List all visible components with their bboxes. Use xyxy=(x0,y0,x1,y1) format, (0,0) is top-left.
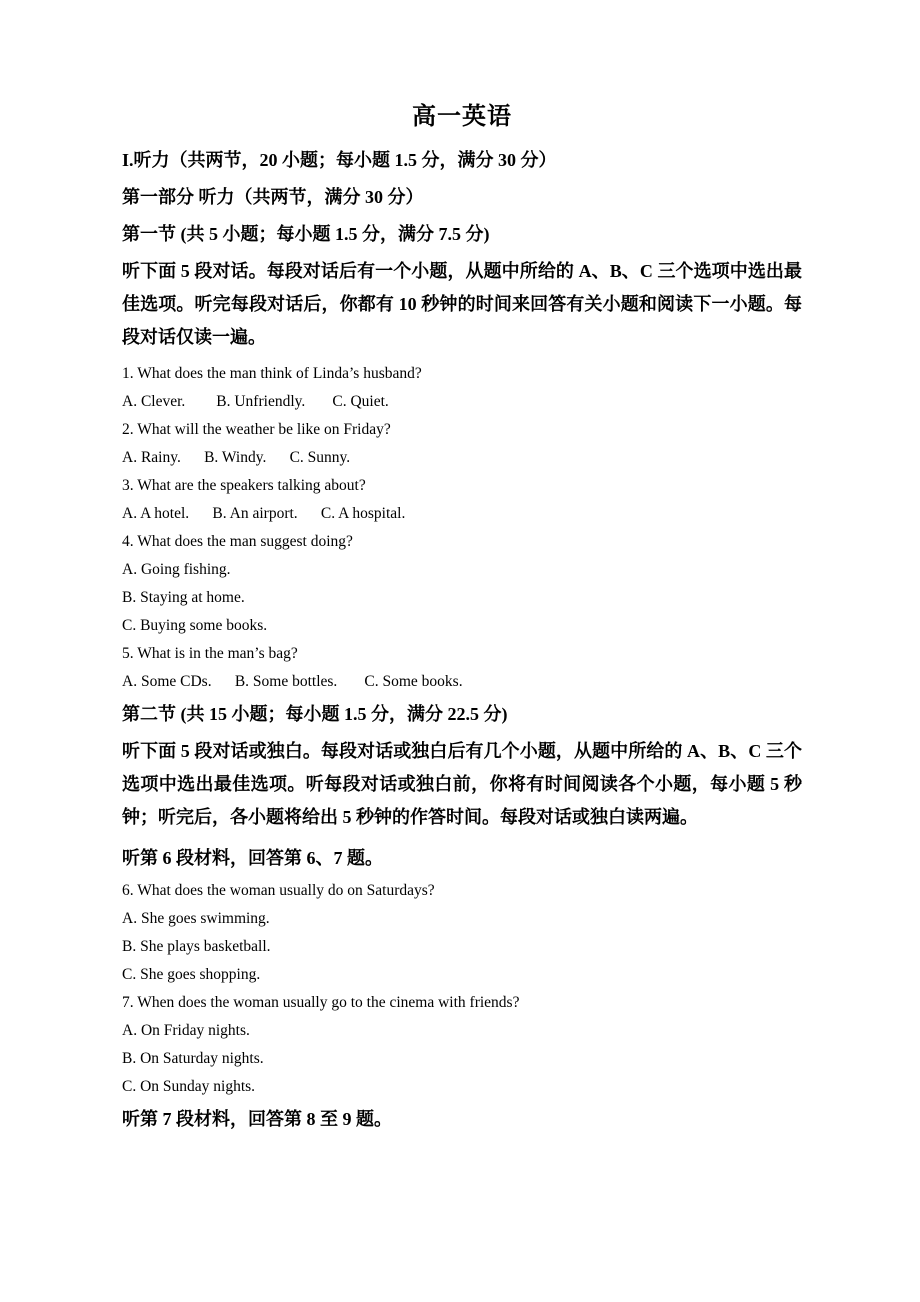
question-1-text: 1. What does the man think of Linda’s husband? xyxy=(122,365,422,382)
question-3-options: A. A hotel. B. An airport. C. A hospital. xyxy=(122,505,406,522)
question-6-text: 6. What does the woman usually do on Saturdays? xyxy=(122,882,435,899)
question-4-option-b: B. Staying at home. xyxy=(122,589,245,606)
question-6-option-a: A. She goes swimming. xyxy=(122,910,270,927)
question-4-text: 4. What does the man suggest doing? xyxy=(122,533,353,550)
heading-section2: 第二节 (共 15 小题；每小题 1.5 分，满分 22.5 分) xyxy=(122,704,508,724)
question-6-option-c: C. She goes shopping. xyxy=(122,966,261,983)
heading-material-6: 听第 6 段材料，回答第 6、7 题。 xyxy=(122,848,383,868)
heading-listening-overview: I.听力（共两节，20 小题；每小题 1.5 分，满分 30 分） xyxy=(122,150,557,170)
question-1-options: A. Clever. B. Unfriendly. C. Quiet. xyxy=(122,393,389,410)
heading-section1: 第一节 (共 5 小题；每小题 1.5 分，满分 7.5 分) xyxy=(122,224,490,244)
question-5-text: 5. What is in the man’s bag? xyxy=(122,645,298,662)
heading-material-7: 听第 7 段材料，回答第 8 至 9 题。 xyxy=(122,1109,392,1129)
page-title: 高一英语 xyxy=(412,104,512,130)
question-6-option-b: B. She plays basketball. xyxy=(122,938,271,955)
question-4-option-a: A. Going fishing. xyxy=(122,561,231,578)
question-2-text: 2. What will the weather be like on Friday? xyxy=(122,421,391,438)
question-5-options: A. Some CDs. B. Some bottles. C. Some books. xyxy=(122,673,463,690)
heading-part1: 第一部分 听力（共两节，满分 30 分） xyxy=(122,187,424,207)
question-2-options: A. Rainy. B. Windy. C. Sunny. xyxy=(122,449,351,466)
question-7-text: 7. When does the woman usually go to the cinema with friends? xyxy=(122,994,520,1011)
question-7-option-b: B. On Saturday nights. xyxy=(122,1050,264,1067)
question-7-option-c: C. On Sunday nights. xyxy=(122,1078,256,1095)
section2-instructions: 听下面 5 段对话或独白。每段对话或独白后有几个小题，从题中所给的 A、B、C 三个选项中选出最佳选项。听每段对话或独白前，你将有时间阅读各个小题，每小题 5 秒钟；听完后，各小题将给出 5 秒钟的作答时间。每段对话或独白读两遍。 xyxy=(122,741,802,827)
question-4-option-c: C. Buying some books. xyxy=(122,617,268,634)
question-3-text: 3. What are the speakers talking about? xyxy=(122,477,366,494)
question-7-option-a: A. On Friday nights. xyxy=(122,1022,250,1039)
section1-instructions: 听下面 5 段对话。每段对话后有一个小题，从题中所给的 A、B、C 三个选项中选出最佳选项。听完每段对话后，你都有 10 秒钟的时间来回答有关小题和阅读下一小题。每段对话仅读一遍。 xyxy=(122,261,802,347)
